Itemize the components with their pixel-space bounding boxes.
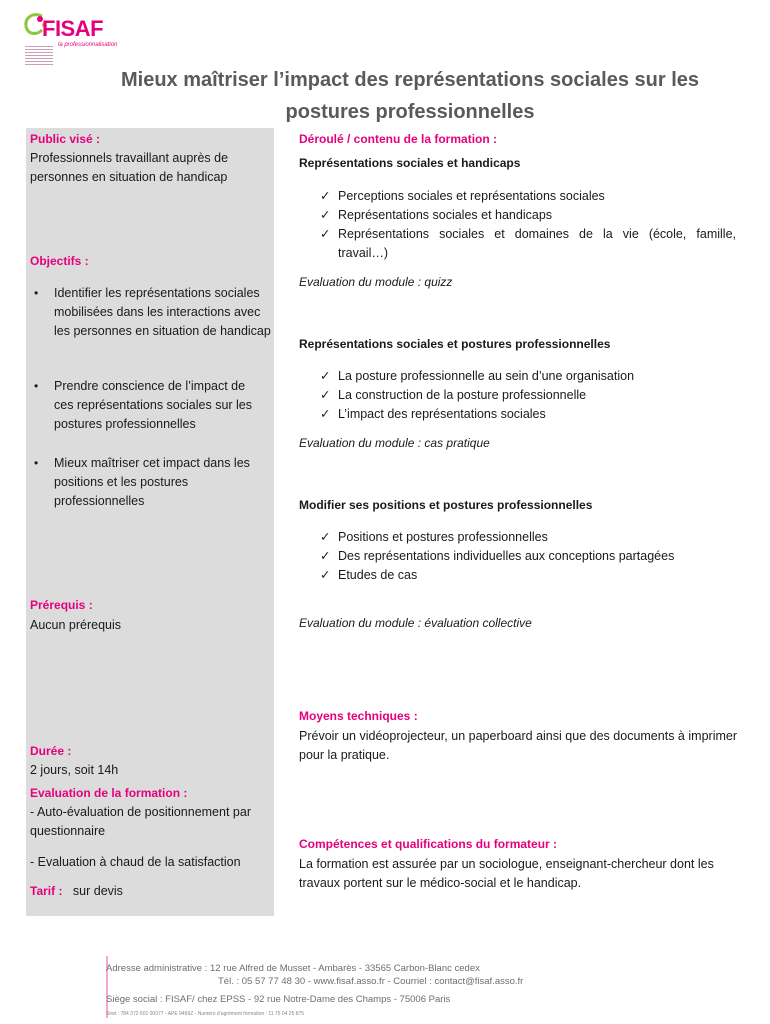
check-icon: ✓ — [320, 388, 331, 402]
module-title: Modifier ses positions et postures professionnelles — [299, 498, 593, 512]
objectifs-list — [30, 377, 262, 434]
logo-text: FISAF — [42, 16, 104, 41]
check-icon: ✓ — [320, 549, 331, 563]
objectif-item: • Prendre conscience de l’impact de ces représentations sociales sur les postures professionnelles — [30, 377, 262, 434]
module-items — [320, 528, 736, 585]
module-items — [320, 187, 736, 263]
check-icon: ✓ — [320, 227, 331, 241]
moyens-label: Moyens techniques : — [299, 709, 418, 723]
check-icon: ✓ — [320, 208, 331, 222]
check-icon: ✓ — [320, 369, 331, 383]
competences-text: La formation est assurée par un sociologue, enseignant-chercheur dont les travaux portent sur le médico-social et le handicap. — [299, 857, 714, 890]
module-title: Représentations sociales et handicaps — [299, 156, 521, 170]
module-item: ✓ Représentations sociales et domaines de la vie (école, famille, travail…) — [320, 227, 736, 260]
module-eval: Evaluation du module : cas pratique — [299, 436, 490, 450]
fisaf-logo — [22, 10, 122, 70]
evaluation-item: - Evaluation à chaud de la satisfaction — [30, 855, 241, 869]
evaluation-item: - Auto-évaluation de positionnement par questionnaire — [30, 805, 251, 838]
check-icon: ✓ — [320, 189, 331, 203]
module-item: ✓ Etudes de cas — [320, 566, 736, 585]
check-icon: ✓ — [320, 530, 331, 544]
deroule-label: Déroulé / contenu de la formation : — [299, 132, 498, 146]
prerequis-label: Prérequis : — [30, 598, 93, 612]
module-item: ✓ Représentations sociales et handicaps — [320, 206, 736, 225]
competences-label: Compétences et qualifications du formateur : — [299, 837, 558, 851]
footer-siege: Siège social : FISAF/ chez EPSS - 92 rue Notre-Dame des Champs - 75006 Paris — [106, 994, 451, 1005]
module-items — [320, 367, 736, 424]
module-item: ✓ Des représentations individuelles aux conceptions partagées — [320, 547, 736, 566]
footer — [106, 962, 666, 1018]
evaluation-label: Evaluation de la formation : — [30, 786, 188, 800]
moyens-text: Prévoir un vidéoprojecteur, un paperboard ainsi que des documents à imprimer pour la pratique. — [299, 729, 737, 762]
objectifs-label: Objectifs : — [30, 254, 89, 268]
objectif-item: • Identifier les représentations sociales mobilisées dans les interactions avec les personnes en situation de handicap — [30, 284, 272, 341]
footer-siret: Siret : 784 372 601 00077 - APE 9499Z - Numéro d’agrément formation : 11 75 04 25 875 — [106, 1011, 305, 1017]
public-label: Public visé : — [30, 132, 101, 146]
duree-label: Durée : — [30, 744, 72, 758]
tarif-text: sur devis — [72, 884, 123, 898]
objectif-item: • Mieux maîtriser cet impact dans les positions et les postures professionnelles — [30, 454, 262, 511]
footer-contact: Tél. : 05 57 77 48 30 - www.fisaf.asso.fr - Courriel : contact@fisaf.asso.fr — [218, 976, 524, 987]
page-title: Mieux maîtriser l’impact des représentations sociales sur les postures professionnelles — [120, 69, 700, 123]
objectifs-list — [30, 284, 272, 341]
module-eval: Evaluation du module : quizz — [299, 275, 453, 289]
logo-lines — [25, 46, 53, 67]
tarif-label: Tarif : — [30, 884, 63, 898]
duree-text: 2 jours, soit 14h — [30, 763, 119, 777]
module-title: Représentations sociales et postures professionnelles — [299, 337, 611, 351]
objectifs-list — [30, 454, 262, 511]
public-text: Professionnels travaillant auprès de personnes en situation de handicap — [30, 151, 229, 184]
check-icon: ✓ — [320, 407, 331, 421]
module-item: ✓ La construction de la posture professionnelle — [320, 386, 736, 405]
logo-tagline: la professionnalisation — [58, 42, 118, 48]
tarif-row — [30, 882, 123, 901]
module-item: ✓ Positions et postures professionnelles — [320, 528, 736, 547]
check-icon: ✓ — [320, 568, 331, 582]
module-item: ✓ Perceptions sociales et représentations sociales — [320, 187, 736, 206]
module-eval: Evaluation du module : évaluation collective — [299, 616, 532, 630]
prerequis-text: Aucun prérequis — [30, 618, 122, 632]
footer-address: Adresse administrative : 12 rue Alfred de Musset - Ambarès - 33565 Carbon-Blanc cedex — [106, 963, 480, 974]
module-item: ✓ La posture professionnelle au sein d’une organisation — [320, 367, 736, 386]
module-item: ✓ L’impact des représentations sociales — [320, 405, 736, 424]
